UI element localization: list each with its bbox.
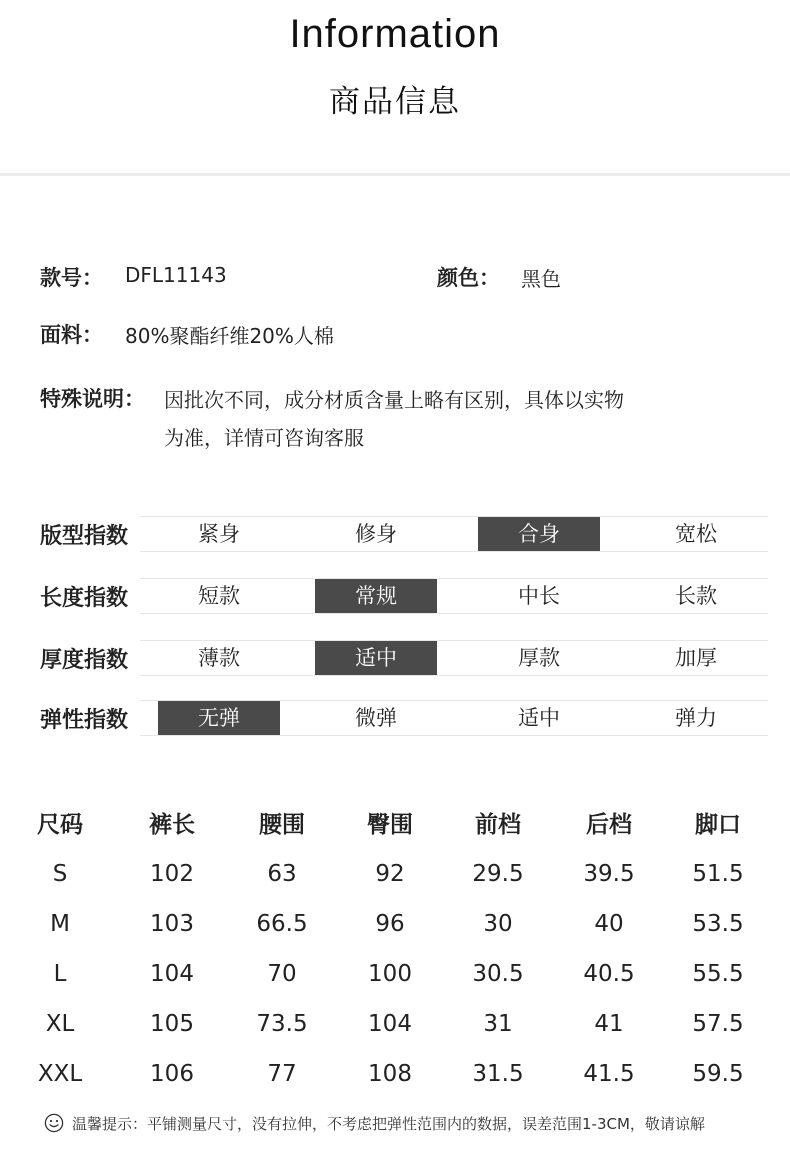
table-cell: 92 [375,861,405,887]
index-row [140,516,768,552]
table-cell: 102 [150,861,194,887]
index-row [140,578,768,614]
table-cell: 63 [267,861,297,887]
table-cell: 39.5 [583,861,635,887]
table-cell: 30 [483,911,513,937]
table-cell: 70 [267,961,297,987]
fabric-value: 80%聚酯纤维20%人棉 [125,324,334,348]
header-divider [0,173,790,176]
index-row [140,700,768,736]
table-cell: 108 [368,1061,412,1087]
table-header-cell: 后档 [586,812,632,838]
table-cell: 104 [150,961,194,987]
table-cell: 51.5 [692,861,744,887]
page-title-cn: 商品信息 [329,84,461,120]
warm-tip [44,1111,705,1135]
table-header-cell: 尺码 [37,812,83,838]
table-cell: 105 [150,1011,194,1037]
fabric-label: 面料： [40,323,103,347]
index-label: 版型指数 [40,524,129,549]
special-note-line-2: 为准，详情可咨询客服 [164,426,364,450]
table-cell: 30.5 [472,961,524,987]
table-cell: 53.5 [692,911,744,937]
index-option-selected: 合身 [478,517,600,551]
index-option-selected: 常规 [315,579,437,613]
table-cell: 106 [150,1061,194,1087]
table-header-cell: 腰围 [259,812,305,838]
index-option: 厚款 [518,646,560,670]
table-row-size: S [52,861,68,887]
table-cell: 40.5 [583,961,635,987]
table-header-cell: 前档 [475,812,521,838]
index-option-selected: 适中 [315,641,437,675]
style-number-value: DFL11143 [125,263,227,287]
table-cell: 31 [483,1011,513,1037]
table-cell: 40 [594,911,624,937]
table-header-cell: 脚口 [695,812,741,838]
table-cell: 41 [594,1011,624,1037]
color-label: 颜色： [437,266,500,290]
index-row [140,640,768,676]
table-cell: 77 [267,1061,297,1087]
index-option: 加厚 [675,646,717,670]
index-option: 薄款 [198,646,240,670]
index-option: 短款 [198,584,240,608]
table-row-size: L [53,961,67,987]
index-option: 弹力 [675,706,717,730]
style-number-label: 款号： [40,266,103,290]
smiley-icon [44,1113,64,1133]
special-note-label: 特殊说明： [40,387,145,411]
warm-tip-text: 温馨提示：平铺测量尺寸，没有拉伸，不考虑把弹性范围内的数据，误差范围1-3CM，敬请谅解 [72,1114,705,1133]
page-title-en: Information [289,12,501,56]
table-cell: 29.5 [472,861,524,887]
table-row-size: XXL [37,1061,83,1087]
table-header-cell: 臀围 [367,812,413,838]
table-cell: 73.5 [256,1011,308,1037]
color-value: 黑色 [521,267,561,291]
index-label: 厚度指数 [40,648,129,673]
index-label: 弹性指数 [40,708,129,733]
index-option: 修身 [355,522,397,546]
table-cell: 31.5 [472,1061,524,1087]
table-row-size: M [50,911,70,937]
index-option: 长款 [675,584,717,608]
table-cell: 55.5 [692,961,744,987]
index-option: 微弹 [355,706,397,730]
table-cell: 104 [368,1011,412,1037]
table-cell: 96 [375,911,405,937]
index-option: 适中 [518,706,560,730]
index-option-selected: 无弹 [158,701,280,735]
table-cell: 59.5 [692,1061,744,1087]
index-option: 紧身 [198,522,240,546]
table-row-size: XL [45,1011,75,1037]
table-cell: 41.5 [583,1061,635,1087]
index-option: 中长 [518,584,560,608]
index-label: 长度指数 [40,586,129,611]
table-cell: 57.5 [692,1011,744,1037]
special-note-line-1: 因批次不同，成分材质含量上略有区别，具体以实物 [164,388,624,412]
table-cell: 100 [368,961,412,987]
table-cell: 66.5 [256,911,308,937]
index-option: 宽松 [675,522,717,546]
table-cell: 103 [150,911,194,937]
table-header-cell: 裤长 [149,812,195,838]
